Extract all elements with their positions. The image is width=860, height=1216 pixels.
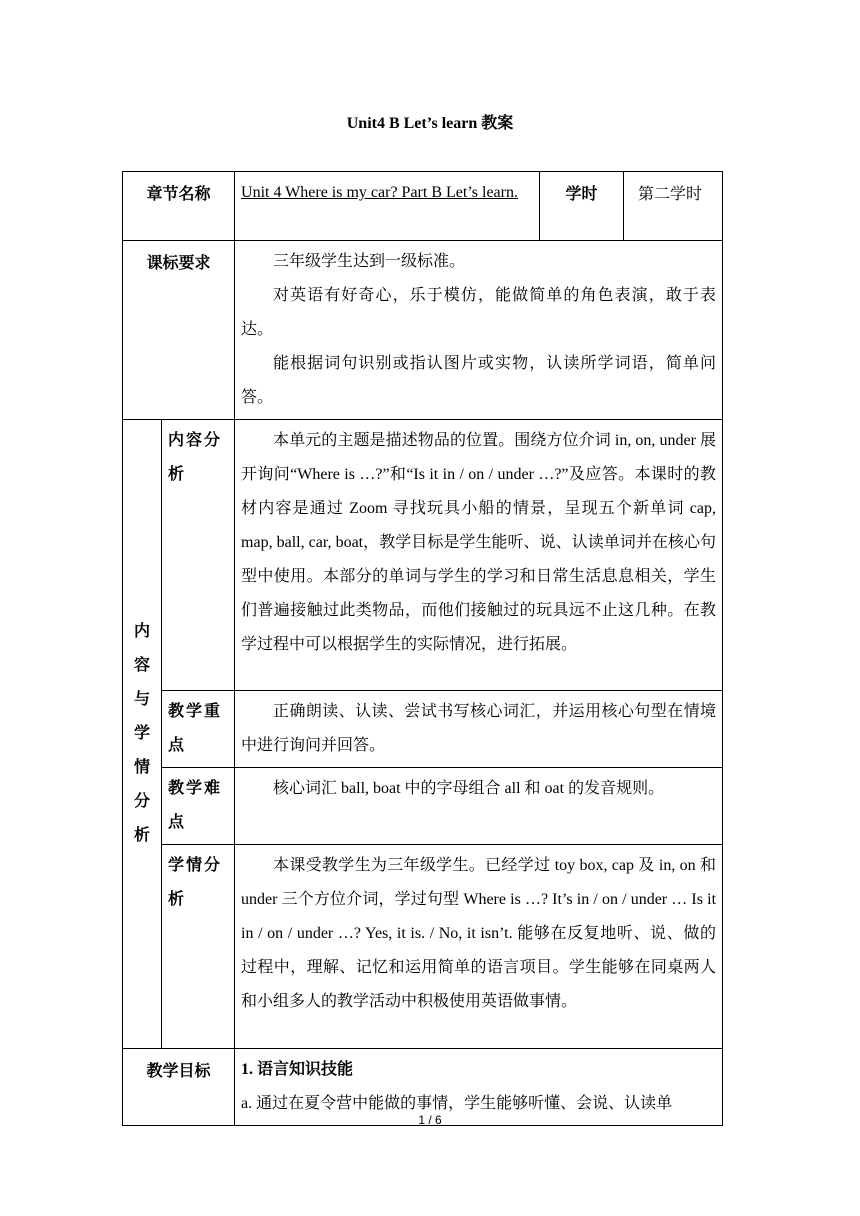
row-chapter — [123, 172, 723, 241]
row-student-analysis — [123, 845, 723, 1049]
document-title: Unit4 B Let’s learn 教案 — [346, 115, 514, 132]
section-label-char: 分 — [133, 793, 150, 810]
content-analysis-text: 本单元的主题是描述物品的位置。围绕方位介词 in, on, under 展开询问“Where is …?”和“Is it in / on / under …?”及应答。本课时的教材内容是通过 Zoom 寻找玩具小船的情景，呈现五个新单词 cap, map, ball, car, boat，教学目标是学生能听、说、认读单词并在核心句型中使用。本部分的单词与学生的学习和日常生活息息相关，学生们普遍接触过此类物品，而他们接触过的玩具远不止这几种。在教学过程中可以根据学生的实际情况，进行拓展。 — [235, 420, 723, 691]
curriculum-para-1: 三年级学生达到一级标准。 — [273, 253, 466, 270]
row-teaching-difficulty — [123, 768, 723, 845]
curriculum-para-2: 对英语有好奇心，乐于模仿，能做简单的角色表演，敢于表达。 — [241, 287, 717, 338]
row-curriculum — [123, 241, 723, 420]
chapter-value: Unit 4 Where is my car? Part B Let’s learn. — [235, 172, 540, 241]
teaching-focus-text: 正确朗读、认读、尝试书写核心词汇，并运用核心句型在情境中进行询问并回答。 — [235, 691, 723, 768]
section-label-char: 与 — [133, 691, 150, 708]
student-analysis-text: 本课受教学生为三年级学生。已经学过 toy box, cap 及 in, on 和 under 三个方位介词，学过句型 Where is …? It’s in / on / under … Is it in / on / under …? Yes, it is. / No, it isn’t. 能够在反复地听、说、做的过程中，理解、记忆和运用简单的语言项目。学生能够在同桌两人和小组多人的教学活动中积极使用英语做事情。 — [235, 845, 723, 1049]
section-label-char: 学 — [133, 725, 150, 742]
student-analysis-label: 学情分析 — [162, 845, 235, 1049]
page-number: 1 / 6 — [418, 1113, 442, 1127]
section-label-char: 容 — [133, 657, 150, 674]
row-teaching-focus — [123, 691, 723, 768]
section-label-char: 内 — [133, 623, 150, 640]
teaching-difficulty-text: 核心词汇 ball, boat 中的字母组合 all 和 oat 的发音规则。 — [235, 768, 723, 845]
teaching-difficulty-label: 教学难点 — [162, 768, 235, 845]
teaching-goals-label: 教学目标 — [123, 1049, 235, 1126]
chapter-label: 章节名称 — [123, 172, 235, 241]
goals-item-a: a. 通过在夏令营中能做的事情，学生能够听懂、会说、认读单 — [241, 1095, 673, 1112]
section-label-char: 析 — [133, 827, 150, 844]
content-analysis-label: 内容分析 — [162, 420, 235, 691]
goals-heading: 1. 语言知识技能 — [241, 1061, 354, 1078]
section-label-vertical — [123, 420, 162, 1049]
section-label-char: 情 — [133, 759, 150, 776]
hours-label: 学时 — [540, 172, 624, 241]
curriculum-cell — [235, 241, 723, 420]
teaching-focus-label: 教学重点 — [162, 691, 235, 768]
curriculum-label: 课标要求 — [123, 241, 235, 420]
lesson-plan-table — [122, 171, 723, 1126]
hours-value: 第二学时 — [624, 172, 723, 241]
row-content-analysis — [123, 420, 723, 691]
curriculum-para-3: 能根据词句识别或指认图片或实物，认读所学词语，简单问答。 — [241, 355, 717, 406]
